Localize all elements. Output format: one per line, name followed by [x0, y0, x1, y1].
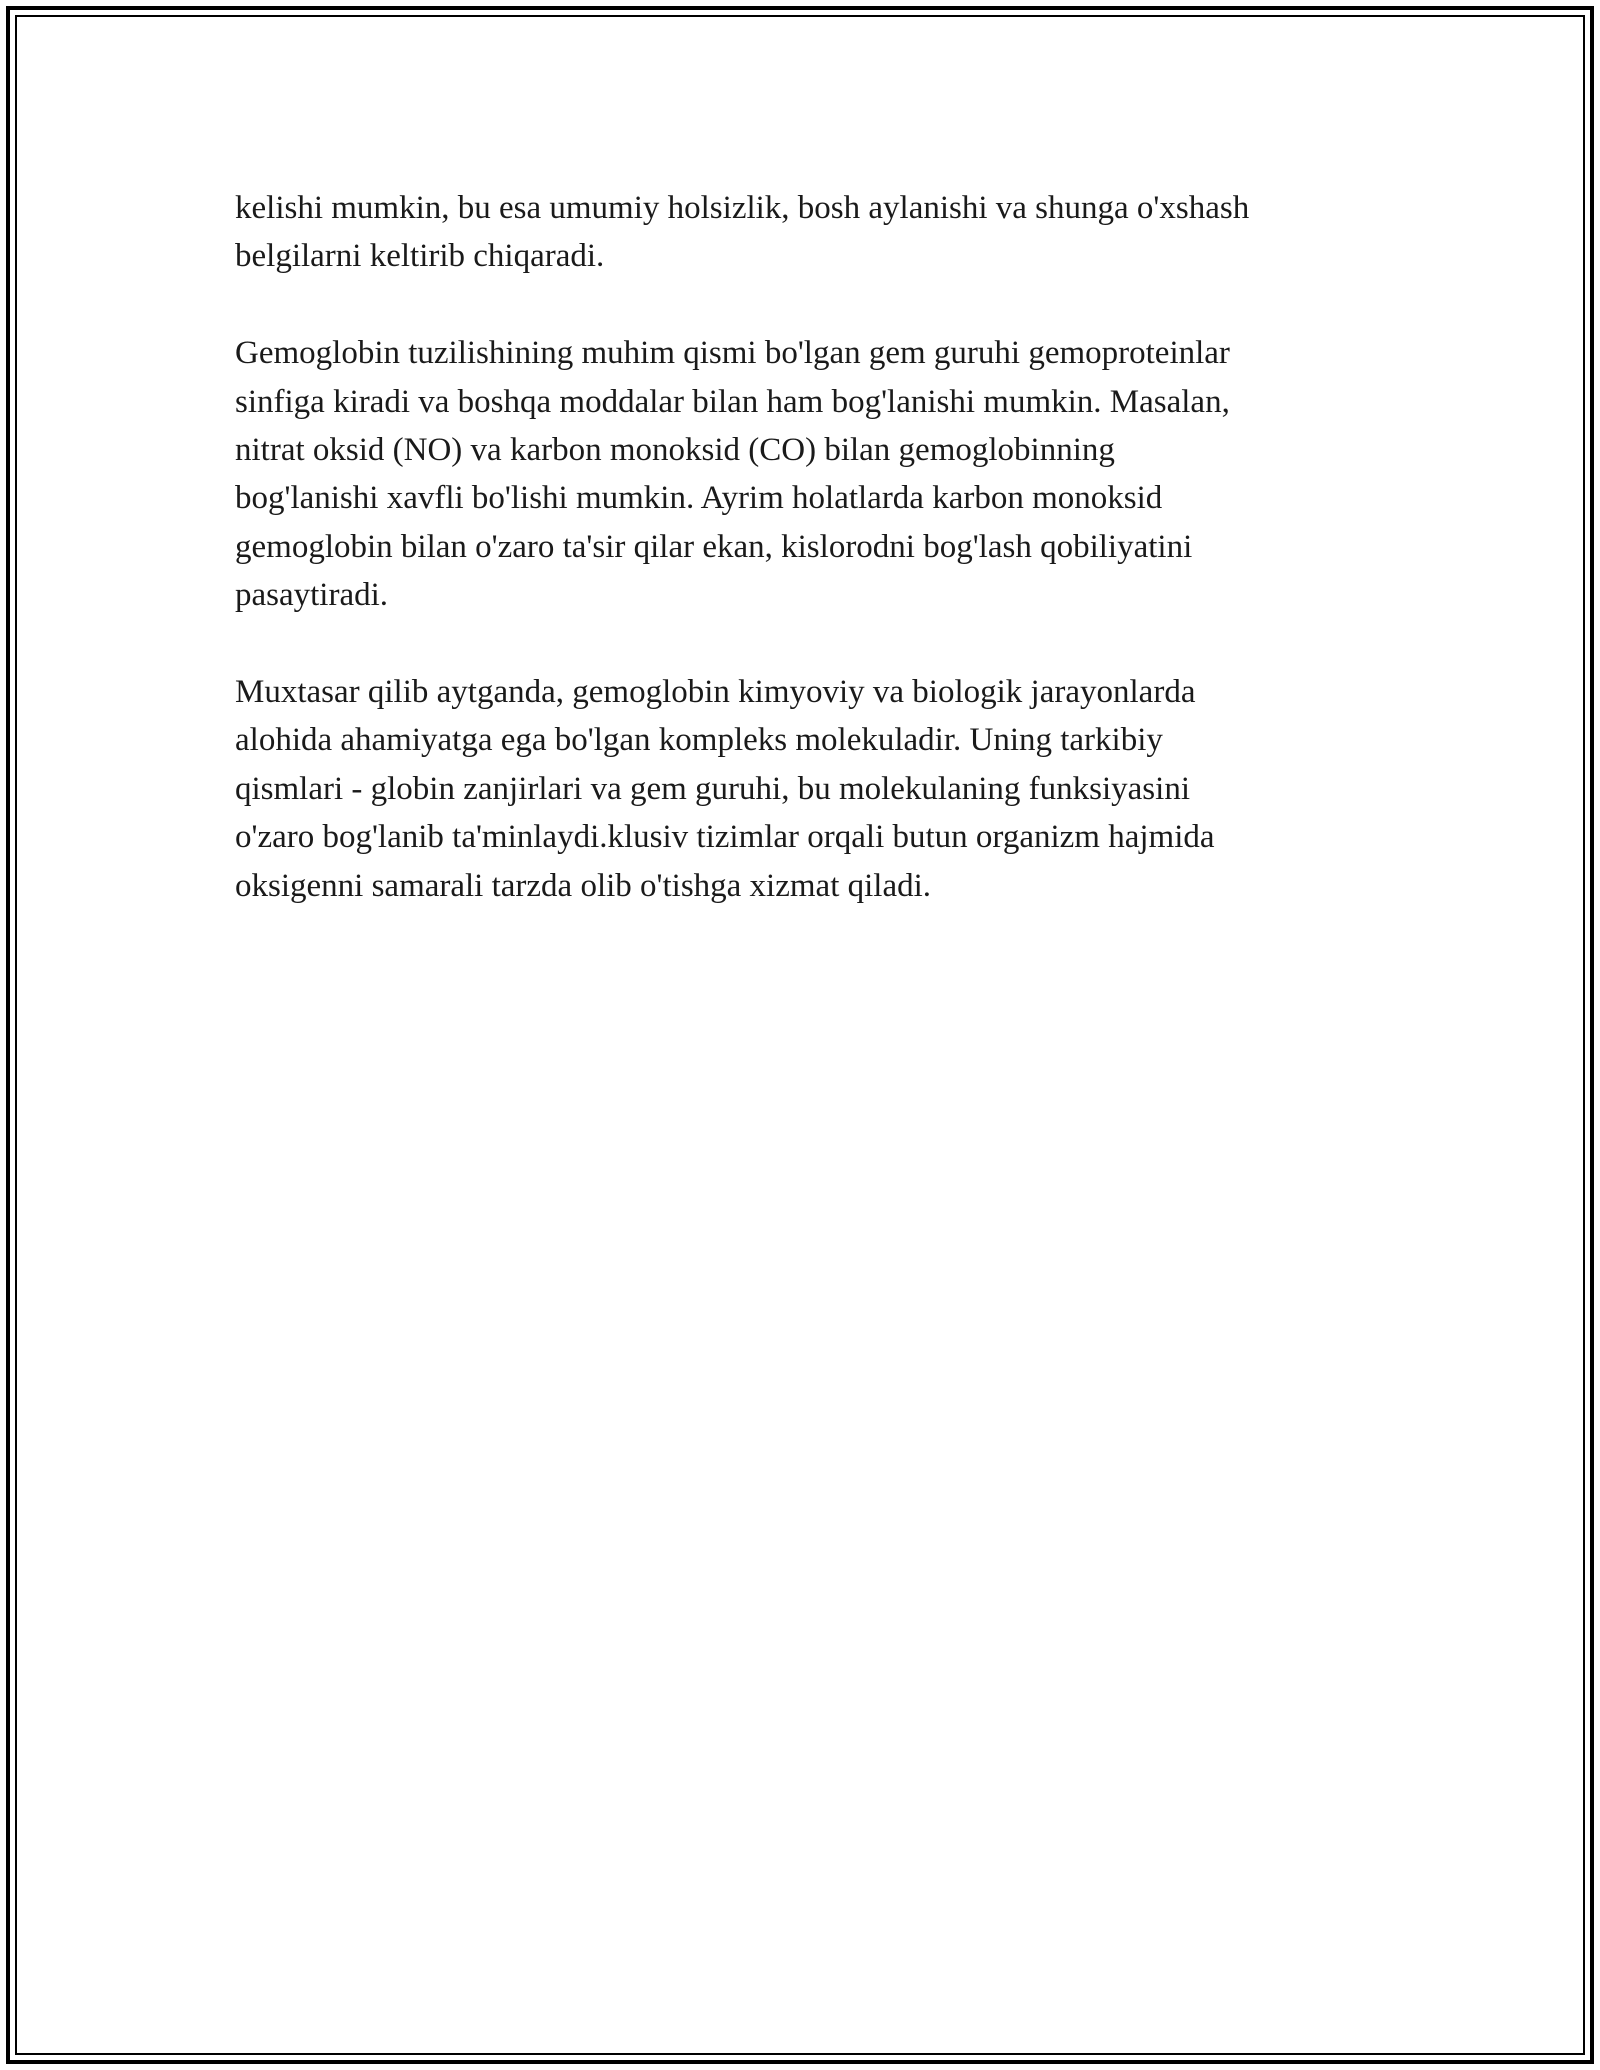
text-line: sinfiga kiradi va boshqa moddalar bilan ham bog'lanishi mumkin. Masalan,: [235, 383, 1230, 420]
text-line: Gemoglobin tuzilishining muhim qismi bo'lgan gem guruhi gemoproteinlar: [235, 335, 1230, 372]
text-line: nitrat oksid (NO) va karbon monoksid (CO) bilan gemoglobinning: [235, 432, 1115, 469]
text-line: kelishi mumkin, bu esa umumiy holsizlik, bosh aylanishi va shunga o'xshash: [235, 190, 1250, 226]
text-line: Muxtasar qilib aytganda, gemoglobin kimyoviy va biologik jarayonlarda: [235, 674, 1196, 711]
document-body: [235, 184, 1395, 958]
paragraph-1: [235, 184, 1395, 281]
text-line: bog'lanishi xavfli bo'lishi mumkin. Ayrim holatlarda karbon monoksid: [235, 480, 1163, 517]
text-line: alohida ahamiyatga ega bo'lgan kompleks molekuladir. Uning tarkibiy: [235, 722, 1163, 759]
paragraph-2: [235, 329, 1395, 619]
text-line: pasaytiradi.: [235, 577, 389, 614]
text-line: o'zaro bog'lanib ta'minlaydi.klusiv tizimlar orqali butun organizm hajmida: [235, 819, 1215, 856]
text-line: belgilarni keltirib chiqaradi.: [235, 238, 605, 275]
paragraph-3: [235, 668, 1395, 910]
text-line: gemoglobin bilan o'zaro ta'sir qilar ekan, kislorodni bog'lash qobiliyatini: [235, 528, 1193, 565]
text-line: qismlari - globin zanjirlari va gem guruhi, bu molekulaning funksiyasini: [235, 770, 1190, 807]
text-line: oksigenni samarali tarzda olib o'tishga xizmat qiladi.: [235, 867, 932, 904]
